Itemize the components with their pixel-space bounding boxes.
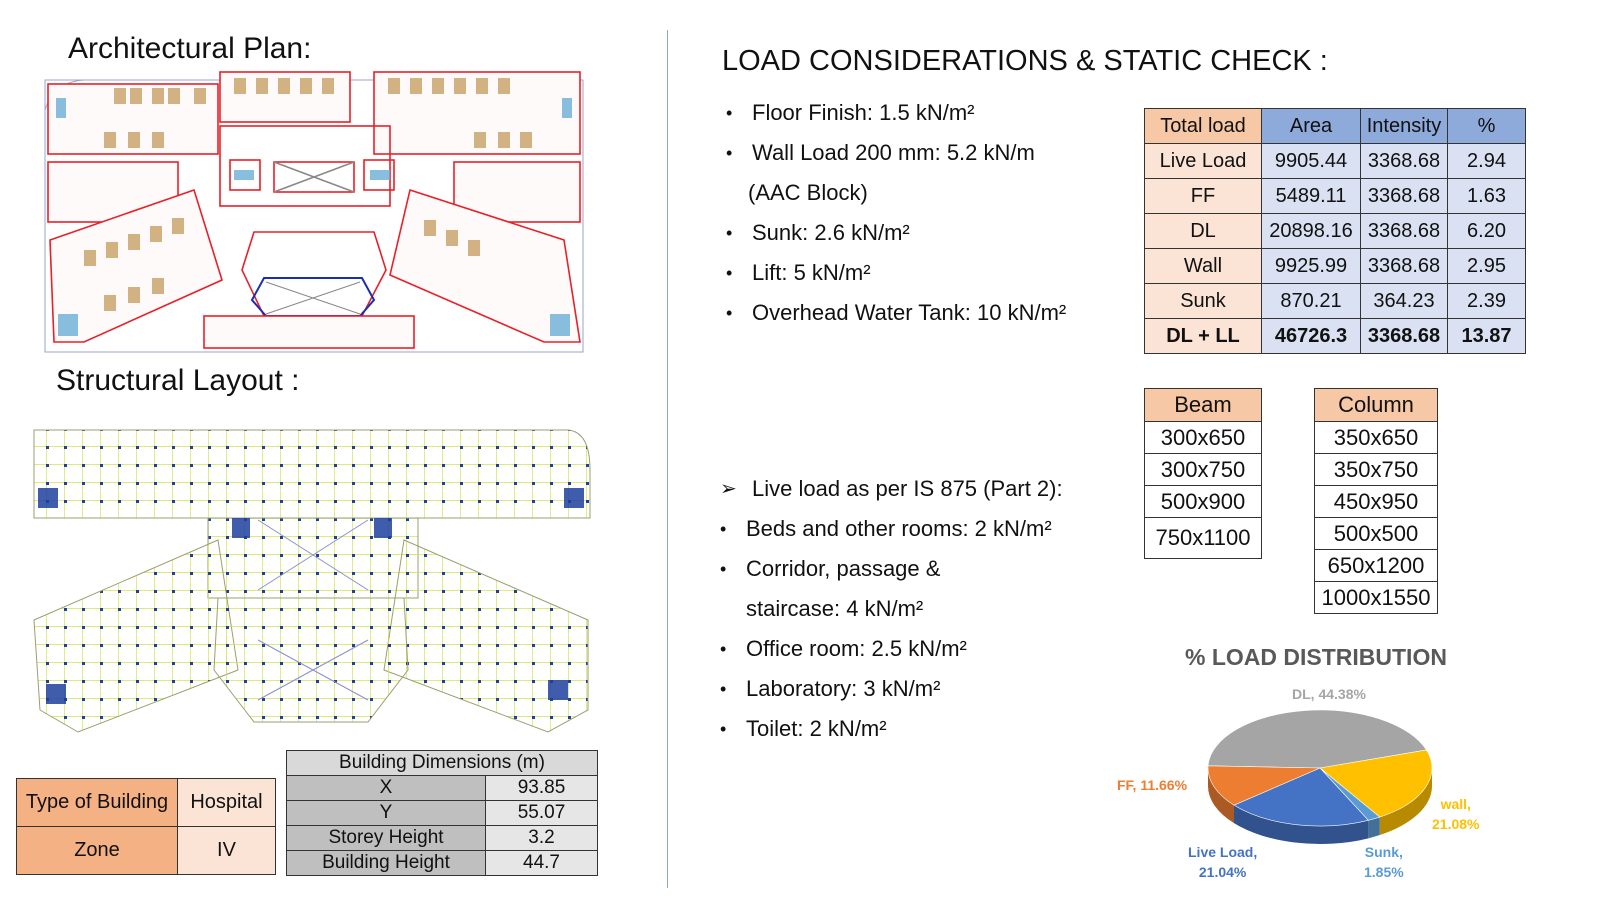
pie-label-dl: DL, 44.38%: [1292, 686, 1366, 702]
list-item: • Beds and other rooms: 2 kN/m²: [720, 516, 1052, 541]
zone-label: Zone: [17, 827, 178, 875]
list-item: • Office room: 2.5 kN/m²: [720, 636, 967, 661]
load-header: %: [1448, 109, 1526, 144]
architectural-plan-drawing: [44, 70, 586, 354]
table-cell: 364.23: [1361, 284, 1448, 319]
live-load-list: [716, 469, 1063, 749]
table-cell: 500x900: [1145, 486, 1262, 518]
table-cell: 3368.68: [1361, 249, 1448, 284]
table-row: [1145, 284, 1526, 319]
list-item: (AAC Block): [748, 180, 868, 205]
pie-label-live-load: Live Load, 21.04%: [1188, 844, 1258, 880]
list-item: • Toilet: 2 kN/m²: [720, 716, 887, 741]
list-item: • Laboratory: 3 kN/m²: [720, 676, 941, 701]
pie-label-wall: wall, 21.08%: [1432, 796, 1480, 832]
table-cell: 13.87: [1448, 319, 1526, 354]
type-label: Type of Building: [17, 779, 178, 827]
table-row: [1145, 249, 1526, 284]
structural-layout-drawing: [28, 410, 594, 740]
table-cell: 300x650: [1145, 422, 1262, 454]
dim-label: Y: [287, 801, 486, 826]
table-cell: 2.39: [1448, 284, 1526, 319]
pie-side-sunk: [1368, 817, 1379, 838]
table-cell: 300x750: [1145, 454, 1262, 486]
dimensions-header: Building Dimensions (m): [287, 751, 598, 776]
zone-value: IV: [178, 827, 276, 875]
table-row: [1145, 214, 1526, 249]
dim-value: 3.2: [486, 826, 598, 851]
load-header: Total load: [1145, 109, 1262, 144]
list-item: • Wall Load 200 mm: 5.2 kN/m: [726, 140, 1035, 165]
table-cell: 870.21: [1262, 284, 1361, 319]
table-cell: 2.95: [1448, 249, 1526, 284]
table-cell: Wall: [1145, 249, 1262, 284]
table-cell: 350x750: [1315, 454, 1438, 486]
table-cell: 3368.68: [1361, 214, 1448, 249]
list-item: • Sunk: 2.6 kN/m²: [726, 220, 910, 245]
list-item: ➢ Live load as per IS 875 (Part 2):: [720, 476, 1063, 501]
table-cell: 6.20: [1448, 214, 1526, 249]
load-header: Area: [1262, 109, 1361, 144]
table-cell: DL + LL: [1145, 319, 1262, 354]
pie-label-ff: FF, 11.66%: [1117, 777, 1188, 793]
beam-table: [1144, 388, 1262, 559]
chart-title: % LOAD DISTRIBUTION: [1185, 644, 1447, 670]
dim-value: 93.85: [486, 776, 598, 801]
table-cell: 3368.68: [1361, 319, 1448, 354]
table-cell: 9905.44: [1262, 144, 1361, 179]
table-cell: DL: [1145, 214, 1262, 249]
page-title: LOAD CONSIDERATIONS & STATIC CHECK :: [722, 45, 1328, 77]
dim-label: Storey Height: [287, 826, 486, 851]
table-row: [1145, 319, 1526, 354]
list-item: • Lift: 5 kN/m²: [726, 260, 871, 285]
table-cell: 1000x1550: [1315, 582, 1438, 614]
table-cell: FF: [1145, 179, 1262, 214]
table-cell: 3368.68: [1361, 144, 1448, 179]
table-row: [1145, 144, 1526, 179]
table-cell: 46726.3: [1262, 319, 1361, 354]
load-table: [1144, 108, 1526, 354]
list-item: • Corridor, passage &: [720, 556, 941, 581]
building-dimensions-table: [286, 750, 598, 876]
table-cell: 20898.16: [1262, 214, 1361, 249]
table-cell: 9925.99: [1262, 249, 1361, 284]
table-cell: 450x950: [1315, 486, 1438, 518]
table-cell: 5489.11: [1262, 179, 1361, 214]
architectural-plan-title: Architectural Plan:: [68, 32, 312, 65]
pie-label-sunk: Sunk, 1.85%: [1364, 844, 1404, 880]
table-cell: 3368.68: [1361, 179, 1448, 214]
type-value: Hospital: [178, 779, 276, 827]
table-cell: 650x1200: [1315, 550, 1438, 582]
table-cell: Sunk: [1145, 284, 1262, 319]
building-type-table: [16, 778, 276, 875]
table-cell: 350x650: [1315, 422, 1438, 454]
column-table: [1314, 388, 1438, 614]
table-row: [1145, 179, 1526, 214]
table-cell: 2.94: [1448, 144, 1526, 179]
vertical-divider: [667, 30, 668, 888]
column-header: Column: [1315, 389, 1438, 422]
table-cell: 1.63: [1448, 179, 1526, 214]
dim-value: 55.07: [486, 801, 598, 826]
list-item: staircase: 4 kN/m²: [746, 596, 924, 621]
table-cell: Live Load: [1145, 144, 1262, 179]
load-list: [722, 93, 1066, 333]
table-cell: 750x1100: [1145, 518, 1262, 559]
table-cell: 500x500: [1315, 518, 1438, 550]
dim-value: 44.7: [486, 851, 598, 876]
list-item: • Overhead Water Tank: 10 kN/m²: [726, 300, 1067, 325]
beam-header: Beam: [1145, 389, 1262, 422]
structural-layout-title: Structural Layout :: [56, 364, 300, 397]
dim-label: X: [287, 776, 486, 801]
list-item: • Floor Finish: 1.5 kN/m²: [726, 100, 975, 125]
dim-label: Building Height: [287, 851, 486, 876]
load-header: Intensity: [1361, 109, 1448, 144]
